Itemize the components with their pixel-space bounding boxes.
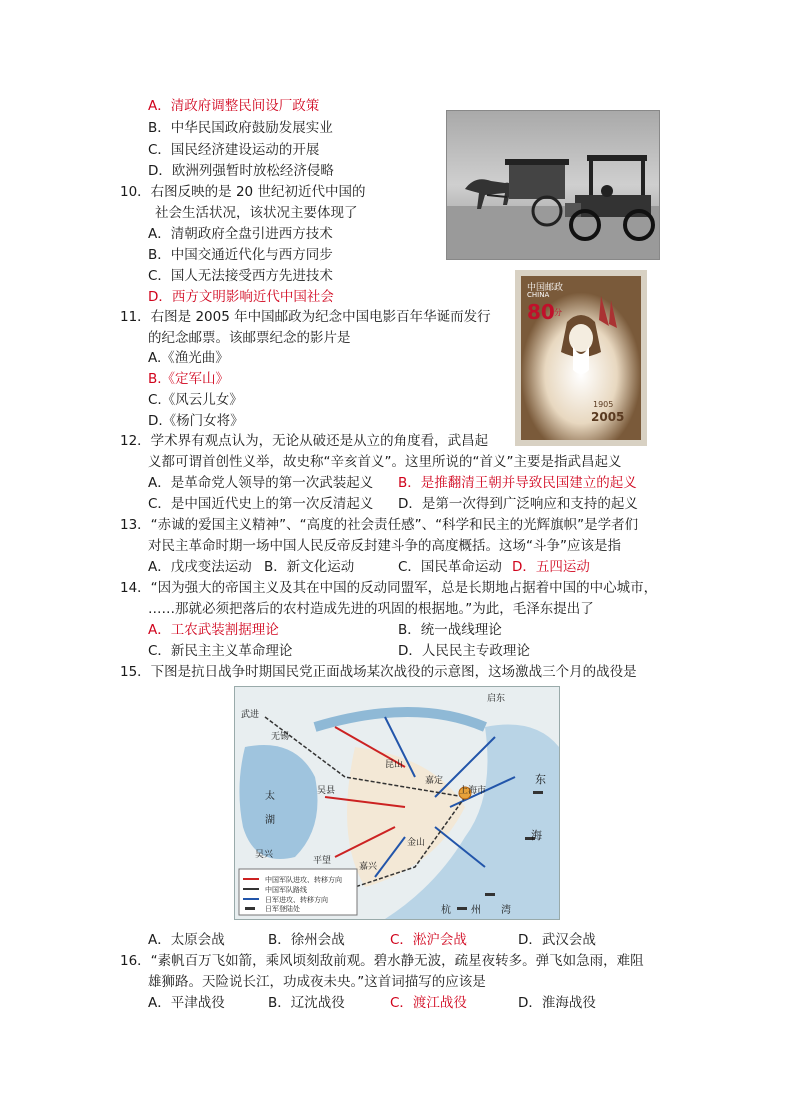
q11-stem: 11．右图是 2005 年中国邮政为纪念中国电影百年华诞而发行 bbox=[120, 309, 491, 325]
stamp-sub: CHINA bbox=[527, 291, 550, 299]
stamp-image bbox=[515, 270, 647, 446]
map-legend-japanese-attack: 日军进攻、转移方向 bbox=[265, 896, 328, 904]
map-label-shanghai: 上海市 bbox=[459, 786, 487, 796]
q14-option-a: A．工农武装割据理论 bbox=[148, 622, 279, 638]
q14-option-c: C．新民主主义革命理论 bbox=[148, 643, 293, 659]
q16-option-a: A．平津战役 bbox=[148, 995, 225, 1011]
map-label-hu: 湖 bbox=[265, 815, 275, 826]
q15-option-c: C．淞沪会战 bbox=[390, 932, 467, 948]
q14-option-d: D．人民民主专政理论 bbox=[398, 643, 530, 659]
q14-stem-cont: ……那就必须把落后的农村造成先进的巩固的根据地。”为此，毛泽东提出了 bbox=[148, 601, 594, 617]
q16-option-c: C．渡江战役 bbox=[390, 995, 467, 1011]
stamp-year-end: 2005 bbox=[591, 410, 625, 424]
q9-option-b: B．中华民国政府鼓励发展实业 bbox=[148, 120, 333, 136]
map-label-jiaxing: 嘉兴 bbox=[359, 862, 378, 872]
q12-option-c: C．是中国近代史上的第一次反清起义 bbox=[148, 496, 374, 512]
q15-option-b: B．徐州会战 bbox=[268, 932, 345, 948]
q13-stem-cont: 对民主革命时期一场中国人民反帝反封建斗争的高度概括。这场“斗争”应该是指 bbox=[148, 538, 621, 554]
map-label-wuxi: 无锡 bbox=[271, 732, 290, 742]
q13-option-b: B．新文化运动 bbox=[264, 559, 355, 575]
carriage-car-photo bbox=[446, 110, 660, 260]
map-label-wuxian: 吴县 bbox=[317, 786, 336, 796]
q11-option-a: A.《渔光曲》 bbox=[148, 350, 229, 366]
q12-option-b: B．是推翻清王朝并导致民国建立的起义 bbox=[398, 475, 637, 491]
map-label-wujin: 武进 bbox=[241, 710, 260, 720]
stamp-title: 中国邮政 bbox=[527, 283, 564, 293]
q15-option-a: A．太原会战 bbox=[148, 932, 225, 948]
q15-stem: 15．下图是抗日战争时期国民党正面战场某次战役的示意图，这场激战三个月的战役是 bbox=[120, 664, 637, 680]
q12-option-a: A．是革命党人领导的第一次武装起义 bbox=[148, 475, 374, 491]
q14-option-b: B．统一战线理论 bbox=[398, 622, 502, 638]
q13-option-d: D．五四运动 bbox=[512, 559, 590, 575]
q16-stem-cont: 雄狮路。天险说长江，功成夜未央。”这首词描写的应该是 bbox=[148, 974, 486, 990]
stamp-unit: 分 bbox=[554, 308, 562, 317]
q9-option-c: C．国民经济建设运动的开展 bbox=[148, 142, 320, 158]
q16-stem: 16．“素帆百万飞如箭，乘风顷刻敌前观。碧水静无波，疏星夜转多。弹飞如急雨，难阻 bbox=[120, 953, 644, 969]
q10-option-d: D．西方文明影响近代中国社会 bbox=[148, 289, 334, 305]
q10-stem: 10．右图反映的是 20 世纪初近代中国的 bbox=[120, 184, 366, 200]
q9-option-d: D．欧洲列强暂时放松经济侵略 bbox=[148, 163, 334, 179]
q10-option-a: A．清朝政府全盘引进西方技术 bbox=[148, 226, 333, 242]
q13-stem: 13．“赤诚的爱国主义精神”、“高度的社会责任感”、“科学和民主的光辉旗帜”是学者们 bbox=[120, 517, 639, 533]
q16-option-d: D．淮海战役 bbox=[518, 995, 596, 1011]
q11-stem-cont: 的纪念邮票。该邮票纪念的影片是 bbox=[148, 330, 351, 346]
map-label-wuxing: 吴兴 bbox=[255, 850, 274, 860]
q15-option-d: D．武汉会战 bbox=[518, 932, 596, 948]
map-label-zhou: 州 bbox=[471, 905, 481, 916]
q11-option-c: C.《风云儿女》 bbox=[148, 392, 243, 408]
q9-option-a: A．清政府调整民间设厂政策 bbox=[148, 98, 320, 114]
map-label-qidong: 启东 bbox=[487, 694, 506, 704]
map-legend-japanese-landing: 日军登陆处 bbox=[265, 905, 300, 913]
map-label-kunshan: 昆山 bbox=[385, 760, 404, 770]
stamp-year-start: 1905 bbox=[593, 400, 614, 409]
map-legend-chinese-attack: 中国军队进攻、转移方向 bbox=[265, 876, 342, 884]
q12-stem: 12．学术界有观点认为，无论从破还是从立的角度看，武昌起 bbox=[120, 433, 489, 449]
q10-stem-cont: 社会生活状况，该状况主要体现了 bbox=[155, 205, 358, 221]
stamp-body bbox=[521, 276, 641, 440]
map-label-jiading: 嘉定 bbox=[425, 776, 444, 786]
stamp-value: 80 bbox=[527, 300, 555, 324]
q12-option-d: D．是第一次得到广泛响应和支持的起义 bbox=[398, 496, 638, 512]
q11-option-b: B.《定军山》 bbox=[148, 371, 230, 387]
map-label-pingwang: 平望 bbox=[313, 856, 332, 866]
q11-option-d: D.《杨门女将》 bbox=[148, 413, 244, 429]
q13-option-c: C．国民革命运动 bbox=[398, 559, 502, 575]
map-label-hang: 杭 bbox=[441, 905, 451, 916]
battle-map bbox=[234, 686, 560, 920]
q14-stem: 14．“因为强大的帝国主义及其在中国的反动同盟军，总是长期地占据着中国的中心城市， bbox=[120, 580, 658, 596]
map-label-dong: 东 bbox=[535, 773, 546, 786]
map-label-hai: 海 bbox=[531, 829, 542, 842]
q12-stem-cont: 义都可谓首创性义举，故史称“辛亥首义”。这里所说的“首义”主要是指武昌起义 bbox=[148, 454, 622, 470]
map-legend-chinese-route: 中国军队路线 bbox=[265, 886, 307, 894]
map-label-wan: 湾 bbox=[501, 905, 511, 916]
q13-option-a: A．戊戌变法运动 bbox=[148, 559, 252, 575]
map-label-jinshan: 金山 bbox=[407, 838, 426, 848]
q10-option-c: C．国人无法接受西方先进技术 bbox=[148, 268, 333, 284]
q10-option-b: B．中国交通近代化与西方同步 bbox=[148, 247, 333, 263]
map-label-tai: 太 bbox=[265, 791, 275, 802]
q16-option-b: B．辽沈战役 bbox=[268, 995, 345, 1011]
